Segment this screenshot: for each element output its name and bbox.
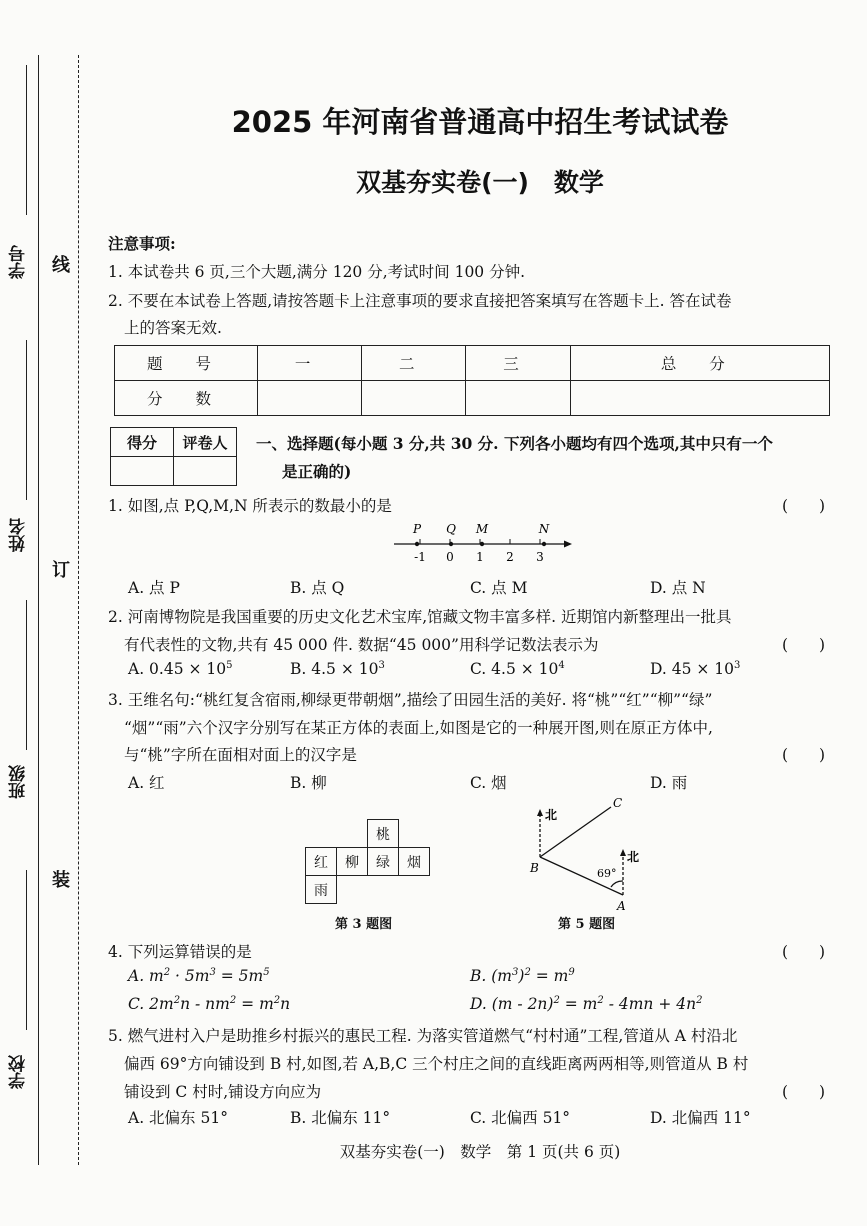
q1-number-line bbox=[390, 517, 575, 567]
binding-line-cut bbox=[78, 55, 79, 1165]
q3-answer-paren[interactable]: ( ) bbox=[782, 746, 826, 764]
angle-arc bbox=[611, 881, 623, 887]
q2-line-1: 2. 河南博物院是我国重要的历史文化艺术宝库,馆藏文物丰富多样. 近期馆内新整理出一批具 bbox=[108, 608, 732, 626]
class-blank[interactable] bbox=[26, 600, 27, 750]
q2-option-a-exp: 5 bbox=[226, 660, 233, 671]
q1-option-a[interactable]: A. 点 P bbox=[128, 579, 180, 597]
q2-line-2: 有代表性的文物,共有 45 000 件. 数据“45 000”用科学记数法表示为 bbox=[124, 636, 599, 654]
label-m: M bbox=[475, 522, 489, 536]
q3-option-c[interactable]: C. 烟 bbox=[470, 774, 507, 792]
net-face-3: 绿 bbox=[368, 848, 399, 876]
q2-option-b-exp: 3 bbox=[378, 660, 385, 671]
q4-option-b[interactable] bbox=[470, 967, 575, 985]
school-blank[interactable] bbox=[26, 870, 27, 1030]
q4-d-1: D. (m - 2n) bbox=[470, 995, 554, 1014]
score-cell-total[interactable] bbox=[570, 381, 829, 416]
q5-option-c[interactable]: C. 北偏西 51° bbox=[470, 1109, 571, 1127]
exam-title: 2025 年河南省普通高中招生考试试卷 bbox=[231, 105, 729, 139]
q1-option-c[interactable]: C. 点 M bbox=[470, 579, 528, 597]
q4-a-1: A. m bbox=[128, 967, 164, 986]
score-row-label: 分 数 bbox=[115, 381, 258, 416]
q5-line-1: 5. 燃气进村入户是助推乡村振兴的惠民工程. 为落实管道燃气“村村通”工程,管道从 A 村沿北 bbox=[108, 1027, 738, 1045]
q4-c-2: n - nm bbox=[180, 995, 230, 1014]
q5-answer-paren[interactable]: ( ) bbox=[782, 1083, 826, 1101]
q4-option-c[interactable] bbox=[128, 995, 290, 1013]
q1-answer-paren[interactable]: ( ) bbox=[782, 497, 826, 515]
net-face-bottom: 雨 bbox=[306, 876, 337, 904]
tick-label-0: 0 bbox=[446, 550, 454, 564]
q4-option-d[interactable] bbox=[470, 995, 702, 1013]
score-header-2: 二 bbox=[362, 346, 466, 381]
mark-order: 订 bbox=[49, 560, 70, 578]
q4-b-3: = m bbox=[530, 967, 569, 986]
point-n bbox=[542, 542, 546, 546]
q5-line-3: 铺设到 C 村时,铺设方向应为 bbox=[124, 1083, 322, 1101]
score-header-total: 总 分 bbox=[570, 346, 829, 381]
q4-d-2: = m bbox=[559, 995, 598, 1014]
q4-c-exp1: 2 bbox=[173, 995, 181, 1006]
q4-b-exp1: 3 bbox=[512, 967, 519, 978]
q4-d-exp1: 2 bbox=[553, 995, 560, 1006]
angle-label: 69° bbox=[597, 867, 617, 880]
q4-c-exp2: 2 bbox=[229, 995, 237, 1006]
q2-option-c-exp: 4 bbox=[558, 660, 565, 671]
q4-b-exp2: 2 bbox=[524, 967, 531, 978]
q4-answer-paren[interactable]: ( ) bbox=[782, 943, 826, 961]
q4-d-exp2: 2 bbox=[597, 995, 604, 1006]
point-m bbox=[480, 542, 484, 546]
q2-option-b[interactable] bbox=[290, 660, 385, 678]
q3-option-b[interactable]: B. 柳 bbox=[290, 774, 327, 792]
notes-item-1: 1. 本试卷共 6 页,三个大题,满分 120 分,考试时间 100 分钟. bbox=[108, 263, 526, 281]
score-header-1: 一 bbox=[258, 346, 362, 381]
q2-option-a[interactable] bbox=[128, 660, 233, 678]
q3-line-3: 与“桃”字所在面相对面上的汉字是 bbox=[124, 746, 357, 764]
q5-direction-figure bbox=[525, 797, 640, 912]
grader-score-cell[interactable] bbox=[111, 457, 174, 486]
q3-option-d[interactable]: D. 雨 bbox=[650, 774, 688, 792]
grader-reviewer-cell[interactable] bbox=[174, 457, 237, 486]
notes-item-2a: 2. 不要在本试卷上答题,请按答题卡上注意事项的要求直接把答案填写在答题卡上. 答在试卷 bbox=[108, 292, 732, 310]
vertex-c: C bbox=[613, 797, 623, 810]
q3-figure-caption: 第 3 题图 bbox=[335, 917, 393, 932]
q4-d-exp3: 2 bbox=[696, 995, 703, 1006]
q4-a-exp2: 3 bbox=[209, 967, 216, 978]
tick-label-3: 3 bbox=[536, 550, 544, 564]
q5-option-a[interactable]: A. 北偏东 51° bbox=[128, 1109, 228, 1127]
net-face-4: 烟 bbox=[399, 848, 430, 876]
q5-option-b[interactable]: B. 北偏东 11° bbox=[290, 1109, 391, 1127]
q4-c-1: C. 2m bbox=[128, 995, 174, 1014]
tick-label-1: 1 bbox=[476, 550, 484, 564]
q4-c-exp3: 2 bbox=[273, 995, 281, 1006]
q1-option-d[interactable]: D. 点 N bbox=[650, 579, 706, 597]
tick-label-2: 2 bbox=[506, 550, 514, 564]
q4-a-exp1: 2 bbox=[163, 967, 171, 978]
q5-option-d[interactable]: D. 北偏西 11° bbox=[650, 1109, 751, 1127]
q2-answer-paren[interactable]: ( ) bbox=[782, 636, 826, 654]
q4-d-3: - 4mn + 4n bbox=[603, 995, 697, 1014]
score-table bbox=[114, 345, 830, 416]
score-header-label: 题 号 bbox=[115, 346, 258, 381]
net-face-top: 桃 bbox=[368, 820, 399, 848]
vertex-a: A bbox=[617, 899, 626, 912]
score-cell-1[interactable] bbox=[258, 381, 362, 416]
label-q: Q bbox=[446, 522, 456, 536]
q2-option-b-text: B. 4.5 × 10 bbox=[290, 660, 379, 679]
student-no-blank[interactable] bbox=[26, 65, 27, 215]
section1-heading: 一、选择题(每小题 3 分,共 30 分. 下列各小题均有四个选项,其中只有一个 bbox=[256, 434, 773, 453]
score-cell-2[interactable] bbox=[362, 381, 466, 416]
mark-bind: 装 bbox=[49, 870, 70, 888]
q2-option-d[interactable] bbox=[650, 660, 740, 678]
name-blank[interactable] bbox=[26, 340, 27, 500]
north-arrow-a bbox=[620, 849, 626, 856]
grader-reviewer-label: 评卷人 bbox=[174, 428, 237, 457]
q2-option-c[interactable] bbox=[470, 660, 565, 678]
q4-a-exp3: 5 bbox=[263, 967, 270, 978]
notes-heading: 注意事项: bbox=[108, 234, 176, 253]
q1-stem: 1. 如图,点 P,Q,M,N 所表示的数最小的是 bbox=[108, 497, 392, 515]
number-line-arrow bbox=[564, 541, 572, 548]
school-label: 学校 bbox=[9, 1055, 29, 1089]
point-q bbox=[449, 542, 453, 546]
section1-heading-cont: 是正确的) bbox=[282, 462, 352, 481]
label-p: P bbox=[412, 522, 422, 536]
binding-margin bbox=[0, 0, 90, 1226]
q2-option-d-exp: 3 bbox=[734, 660, 741, 671]
north-label-b: 北 bbox=[545, 808, 558, 822]
mark-line: 线 bbox=[49, 255, 70, 273]
q4-c-3: = m bbox=[236, 995, 274, 1014]
net-face-2: 柳 bbox=[337, 848, 368, 876]
name-label: 姓名 bbox=[9, 518, 29, 552]
q5-line-2: 偏西 69°方向铺设到 B 村,如图,若 A,B,C 三个村庄之间的直线距离两两相等,则管道从 B 村 bbox=[124, 1055, 749, 1073]
binding-line-outer bbox=[38, 55, 39, 1165]
q3-option-a[interactable]: A. 红 bbox=[128, 774, 165, 792]
q3-cube-net bbox=[305, 819, 430, 904]
q4-a-2: · 5m bbox=[170, 967, 210, 986]
student-no-label: 学号 bbox=[9, 245, 29, 279]
notes-item-2b: 上的答案无效. bbox=[124, 319, 222, 337]
q4-b-1: B. (m bbox=[470, 967, 512, 986]
q4-option-a[interactable] bbox=[128, 967, 270, 985]
tick-label-neg1: -1 bbox=[414, 550, 426, 564]
north-arrow-b bbox=[537, 809, 543, 816]
q4-b-2: ) bbox=[518, 967, 525, 986]
grader-box bbox=[110, 427, 237, 486]
class-label: 班级 bbox=[9, 765, 29, 799]
label-n: N bbox=[538, 522, 550, 536]
q3-line-2: “烟”“雨”六个汉字分别写在某正方体的表面上,如图是它的一种展开图,则在原正方体中, bbox=[124, 719, 713, 737]
net-face-1: 红 bbox=[306, 848, 337, 876]
q4-stem: 4. 下列运算错误的是 bbox=[108, 943, 252, 961]
q1-option-b[interactable]: B. 点 Q bbox=[290, 579, 345, 597]
q4-b-exp3: 9 bbox=[568, 967, 575, 978]
score-cell-3[interactable] bbox=[466, 381, 570, 416]
exam-subtitle: 双基夯实卷(一) 数学 bbox=[356, 168, 604, 197]
q3-line-1: 3. 王维名句:“桃红复含宿雨,柳绿更带朝烟”,描绘了田园生活的美好. 将“桃”“红”“柳”“绿” bbox=[108, 691, 713, 709]
q4-a-3: = 5m bbox=[215, 967, 264, 986]
q2-option-c-text: C. 4.5 × 10 bbox=[470, 660, 559, 679]
q4-c-4: n bbox=[280, 995, 291, 1014]
q2-option-a-text: A. 0.45 × 10 bbox=[128, 660, 227, 679]
vertex-b: B bbox=[530, 861, 539, 875]
q5-figure-caption: 第 5 题图 bbox=[558, 917, 616, 932]
grader-score-label: 得分 bbox=[111, 428, 174, 457]
score-header-3: 三 bbox=[466, 346, 570, 381]
north-label-a: 北 bbox=[627, 850, 640, 864]
page-footer: 双基夯实卷(一) 数学 第 1 页(共 6 页) bbox=[339, 1143, 621, 1161]
point-p bbox=[415, 542, 419, 546]
q2-option-d-text: D. 45 × 10 bbox=[650, 660, 735, 679]
